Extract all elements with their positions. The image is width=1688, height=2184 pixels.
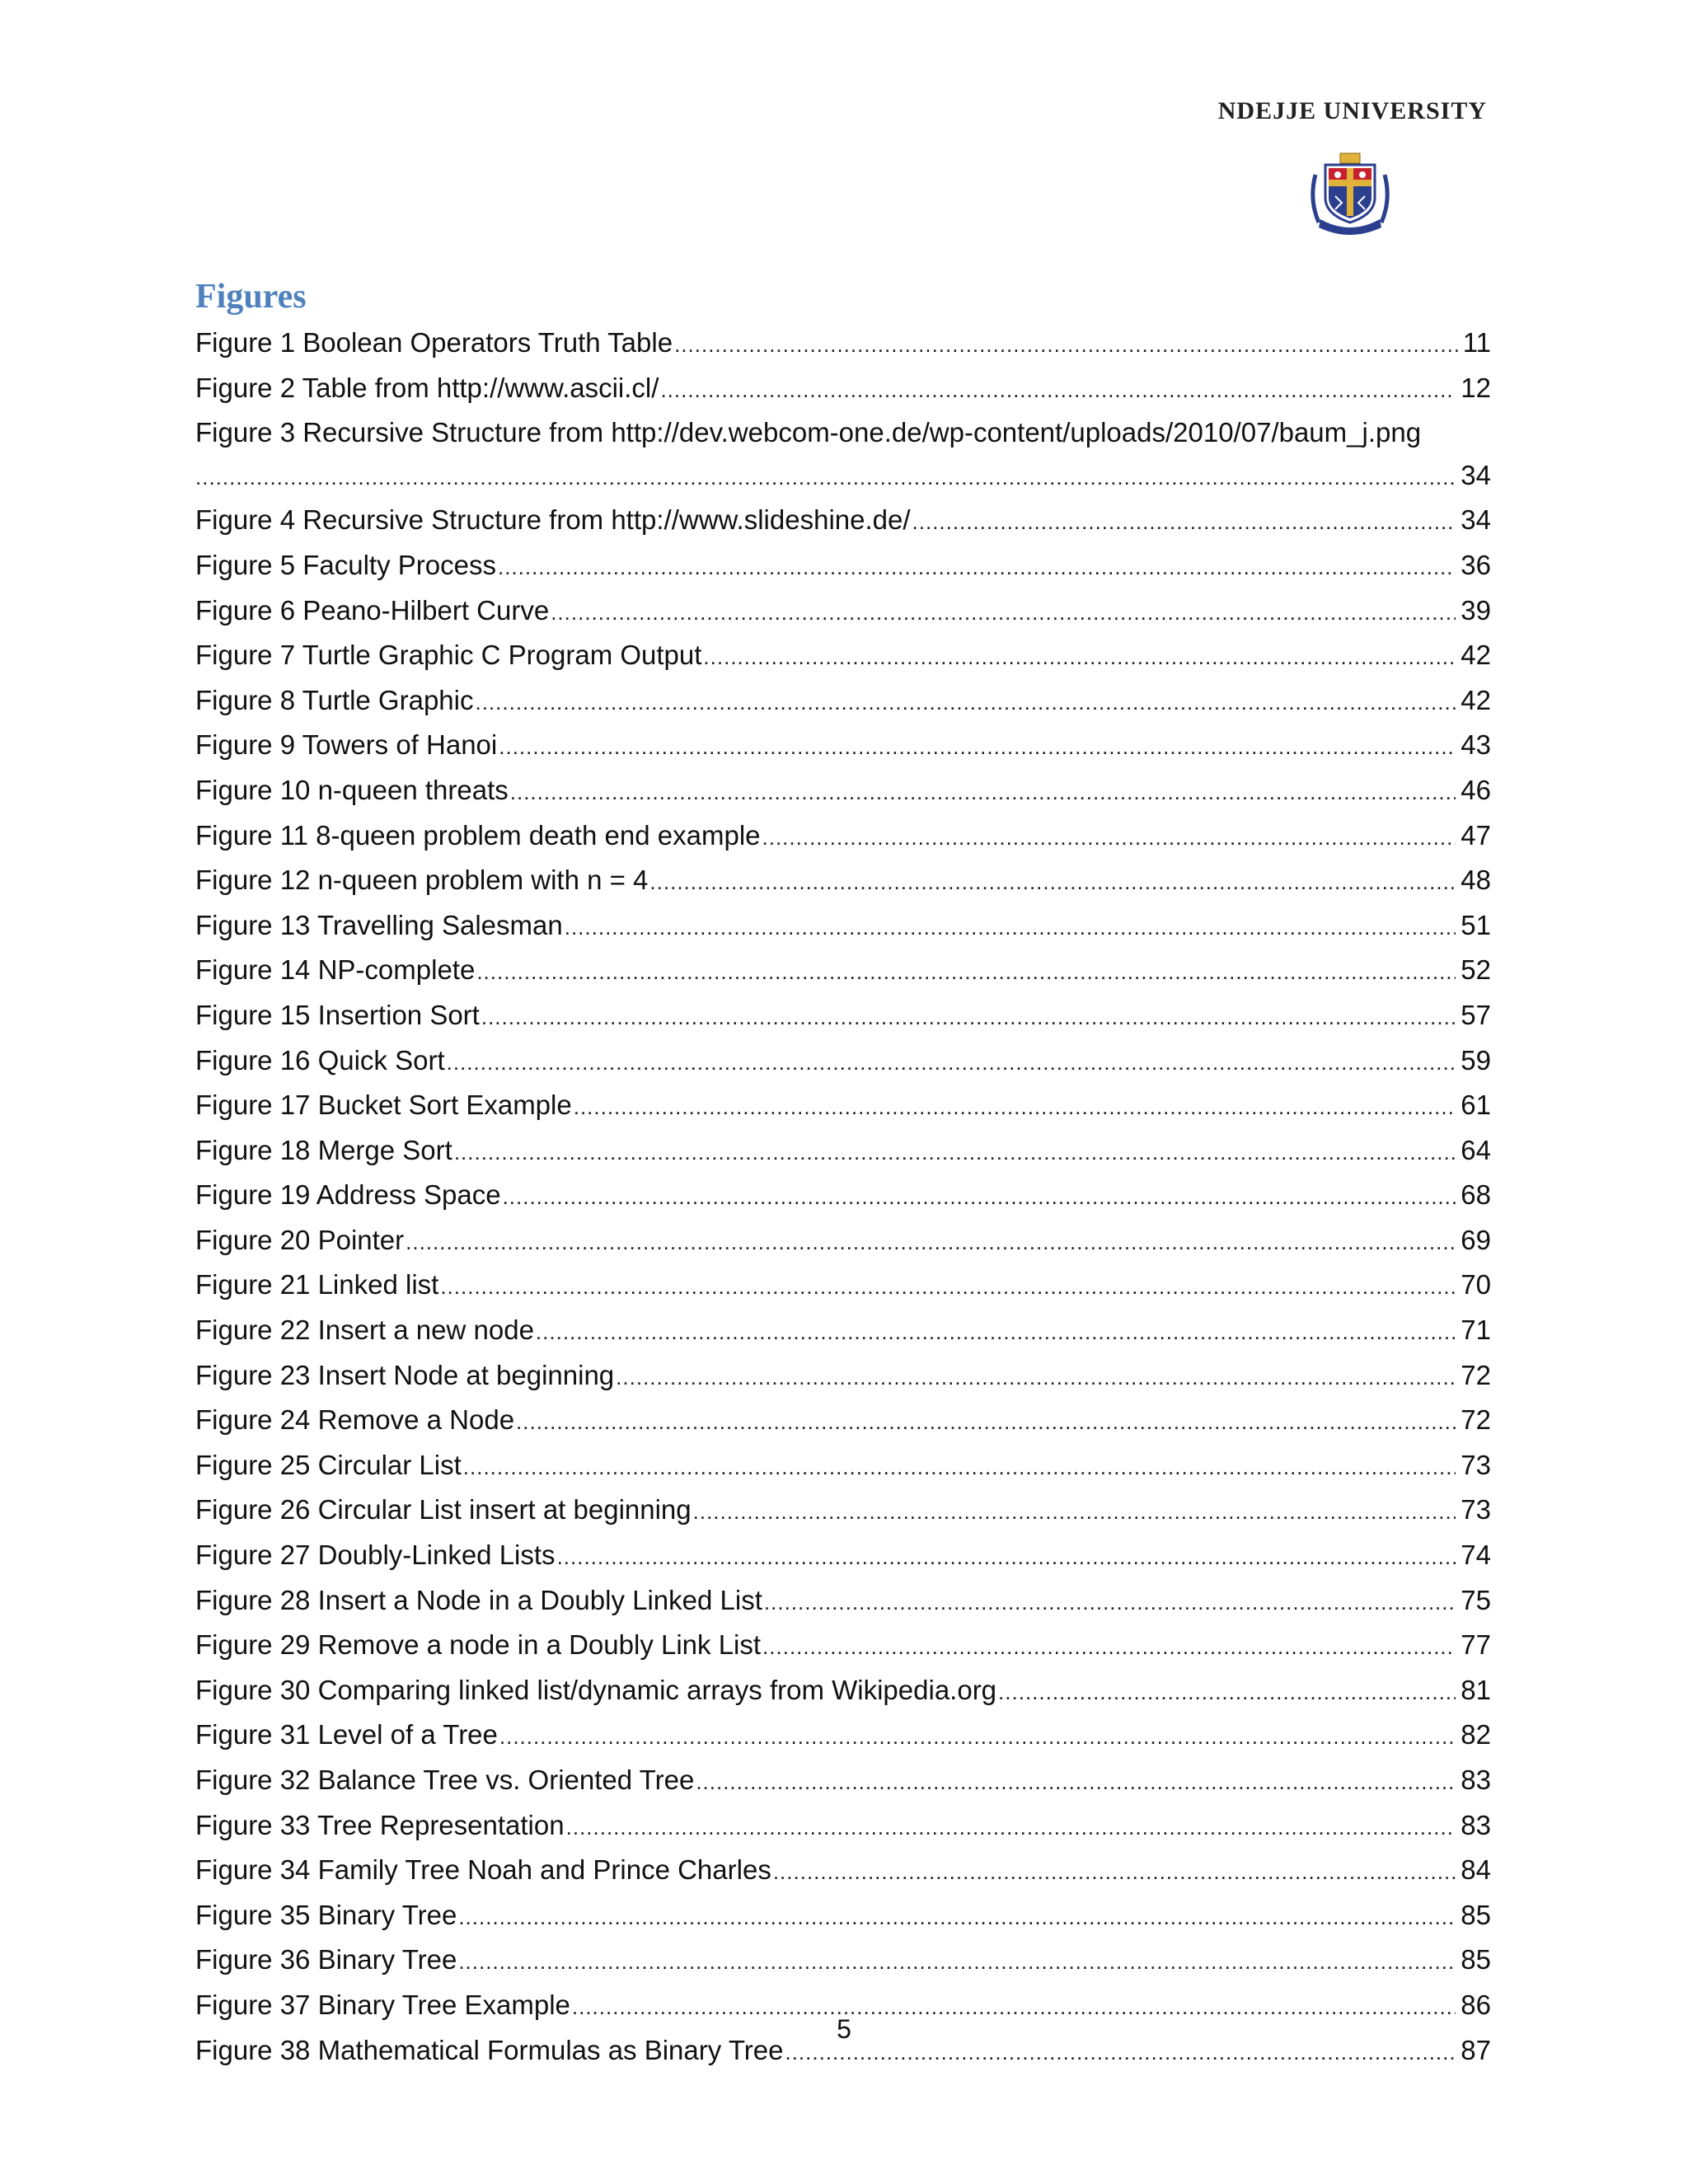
toc-entry[interactable] [195,589,1491,635]
toc-entry-page: 73 [1461,1494,1491,1526]
university-name: NDEJJE UNIVERSITY [1217,97,1487,124]
dot-leader [458,1896,1456,1939]
toc-entry-label: Figure 36 Binary Tree [195,1944,457,1975]
toc-entry[interactable] [195,454,1491,499]
toc-entry-page: 84 [1461,1854,1491,1886]
dot-leader [616,1357,1456,1399]
toc-entry[interactable] [195,1039,1491,1085]
dot-leader [762,1626,1456,1669]
toc-entry[interactable] [195,1759,1491,1804]
dot-leader [762,817,1456,860]
toc-entry-page: 68 [1461,1179,1491,1211]
dot-leader [481,996,1456,1039]
toc-entry-label: Figure 28 Insert a Node in a Doubly Linked List [195,1584,762,1615]
toc-entry-label: Figure 35 Binary Tree [195,1899,457,1930]
toc-entry[interactable] [195,1174,1491,1219]
toc-entry-page: 39 [1461,594,1491,626]
toc-entry[interactable] [195,724,1491,769]
dot-leader [557,1536,1456,1579]
toc-entry-page: 43 [1461,729,1491,761]
toc-entry[interactable] [195,994,1491,1039]
toc-entry-page: 85 [1461,1899,1491,1930]
toc-entry-label: Figure 4 Recursive Structure from http://www.slideshine.de/ [195,504,911,536]
toc-entry[interactable] [195,1309,1491,1354]
toc-entry[interactable] [195,634,1491,679]
toc-entry[interactable] [195,499,1491,544]
toc-entry-label: Figure 18 Merge Sort [195,1134,452,1165]
toc-entry[interactable] [195,1354,1491,1399]
toc-entry-page: 42 [1461,640,1491,671]
toc-entry-page: 11 [1462,327,1491,358]
dot-leader [998,1671,1456,1714]
toc-entry-page: 36 [1461,549,1491,580]
toc-entry-label: Figure 34 Family Tree Noah and Prince Charles [195,1854,771,1886]
toc-entry-page: 73 [1461,1449,1491,1480]
toc-entry[interactable] [195,544,1491,589]
toc-entry-page: 52 [1461,954,1491,986]
dot-leader [764,1582,1456,1624]
dot-leader [566,1807,1456,1849]
toc-entry-label: Figure 16 Quick Sort [195,1044,445,1076]
toc-entry-label: Figure 5 Faculty Process [195,549,496,580]
page-number: 5 [837,2014,851,2044]
toc-entry-page: 51 [1461,909,1491,940]
toc-entry-page: 75 [1461,1584,1491,1615]
dot-leader [674,324,1458,367]
dot-leader [510,771,1456,814]
toc-entry-page: 85 [1461,1944,1491,1975]
section-title: Figures [195,278,307,316]
toc-entry-label: Figure 9 Towers of Hanoi [195,729,498,761]
toc-entry-label: Figure 17 Bucket Sort Example [195,1090,572,1121]
dot-leader [499,726,1456,769]
figures-list [195,321,1491,2074]
toc-entry-page: 81 [1461,1674,1491,1705]
dot-leader [498,546,1456,589]
toc-entry-label: Figure 24 Remove a Node [195,1404,515,1436]
toc-entry-page: 34 [1461,504,1491,536]
toc-entry[interactable] [195,1399,1491,1444]
toc-entry-label: Figure 32 Balance Tree vs. Oriented Tree [195,1765,695,1795]
toc-entry-label: Figure 1 Boolean Operators Truth Table [195,327,673,358]
toc-entry-label: Figure 12 n-queen problem with n = 4 [195,865,649,896]
toc-entry-label: Figure 10 n-queen threats [195,774,509,805]
dot-leader [454,1132,1456,1174]
dot-leader [463,1446,1456,1489]
toc-entry-page: 86 [1461,1989,1491,2020]
toc-entry-page: 34 [1461,459,1491,490]
dot-leader [693,1491,1456,1534]
toc-entry-label: Figure 14 NP-complete [195,954,476,986]
dot-leader [476,951,1456,994]
toc-entry[interactable] [195,1849,1491,1894]
toc-entry-page: 70 [1461,1269,1491,1301]
toc-entry-label: Figure 6 Peano-Hilbert Curve [195,594,550,626]
toc-entry-label: Figure 37 Binary Tree Example [195,1989,570,2020]
toc-entry[interactable] [195,1534,1491,1579]
toc-entry-label[interactable]: Figure 3 Recursive Structure from http://dev.webcom-one.de/wp-content/uploads/2010/07/baum_j.png [195,417,1422,448]
toc-entry[interactable] [195,679,1491,724]
dot-leader [195,457,1456,499]
toc-entry[interactable] [195,1444,1491,1489]
toc-entry[interactable] [195,769,1491,814]
dot-leader [649,861,1456,904]
toc-entry-page: 46 [1461,774,1491,805]
dot-leader [406,1221,1456,1264]
toc-entry-page: 47 [1461,819,1491,851]
toc-entry-page: 72 [1461,1359,1491,1390]
toc-entry-label: Figure 29 Remove a node in a Doubly Link List [195,1629,762,1661]
toc-entry[interactable] [195,1579,1491,1624]
toc-entry-label: Figure 20 Pointer [195,1224,405,1255]
toc-entry[interactable] [195,1263,1491,1309]
dot-leader [447,1042,1456,1085]
dot-leader [503,1176,1456,1219]
dot-leader [516,1401,1456,1444]
toc-entry-page: 77 [1461,1629,1491,1661]
toc-entry[interactable] [195,1713,1491,1759]
dot-leader [551,592,1456,635]
toc-entry[interactable] [195,1129,1491,1174]
toc-entry[interactable] [195,814,1491,860]
toc-entry-label: Figure 23 Insert Node at beginning [195,1359,615,1390]
dot-leader [696,1761,1456,1804]
toc-entry-label: Figure 7 Turtle Graphic C Program Output [195,640,702,671]
dot-leader [703,636,1456,679]
toc-entry[interactable] [195,1669,1491,1714]
toc-entry-page: 42 [1461,684,1491,715]
toc-entry-label: Figure 8 Turtle Graphic [195,684,474,715]
toc-entry-label: Figure 13 Travelling Salesman [195,909,563,940]
toc-entry-label: Figure 22 Insert a new node [195,1315,534,1346]
toc-entry[interactable] [195,949,1491,994]
dot-leader [912,501,1456,544]
toc-entry[interactable] [195,1488,1491,1534]
toc-entry-label: Figure 2 Table from http://www.ascii.cl/ [195,372,659,403]
dot-leader [574,1086,1456,1129]
toc-entry[interactable] [195,1894,1491,1939]
dot-leader [536,1311,1456,1354]
toc-entry[interactable] [195,1084,1491,1129]
toc-entry-page: 87 [1461,2034,1491,2065]
toc-entry-label: Figure 26 Circular List insert at beginning [195,1494,692,1526]
toc-entry-page: 72 [1461,1404,1491,1436]
toc-entry[interactable] [195,1624,1491,1669]
toc-entry-label: Figure 25 Circular List [195,1449,462,1480]
toc-entry-label: Figure 11 8-queen problem death end example [195,819,761,851]
dot-leader [660,369,1456,412]
toc-entry-page: 71 [1461,1315,1491,1346]
toc-entry-label: Figure 21 Linked list [195,1269,439,1301]
toc-entry-label: Figure 27 Doubly-Linked Lists [195,1540,556,1571]
toc-entry[interactable] [195,367,1491,412]
toc-entry-page: 82 [1461,1719,1491,1750]
toc-entry[interactable] [195,1219,1491,1264]
toc-entry-page: 83 [1461,1765,1491,1795]
dot-leader [440,1266,1456,1309]
toc-entry-label: Figure 15 Insertion Sort [195,999,480,1030]
dot-leader [773,1851,1456,1894]
toc-entry[interactable] [195,321,1491,367]
toc-entry-page: 59 [1461,1044,1491,1076]
toc-entry-label: Figure 33 Tree Representation [195,1809,565,1840]
toc-entry[interactable] [195,859,1491,904]
toc-entry-page: 48 [1461,865,1491,896]
dot-leader [475,682,1456,724]
toc-entry-page: 74 [1461,1540,1491,1571]
toc-entry[interactable] [195,1804,1491,1849]
toc-entry-label: Figure 30 Comparing linked list/dynamic arrays from Wikipedia.org [195,1674,997,1705]
toc-entry-label: Figure 31 Level of a Tree [195,1719,498,1750]
toc-entry-page: 57 [1461,999,1491,1030]
toc-entry-page: 64 [1461,1134,1491,1165]
university-crest-logo [1301,150,1400,237]
toc-entry-label: Figure 38 Mathematical Formulas as Binary Tree [195,2034,784,2065]
toc-entry[interactable] [195,1938,1491,1984]
toc-entry-page: 12 [1461,372,1491,403]
toc-entry-label: Figure 19 Address Space [195,1179,501,1211]
dot-leader [458,1941,1456,1984]
dot-leader [565,907,1456,949]
toc-entry[interactable] [195,904,1491,949]
toc-entry-page: 61 [1461,1090,1491,1121]
toc-entry-page: 69 [1461,1224,1491,1255]
dot-leader [499,1716,1456,1759]
toc-entry-page: 83 [1461,1809,1491,1840]
